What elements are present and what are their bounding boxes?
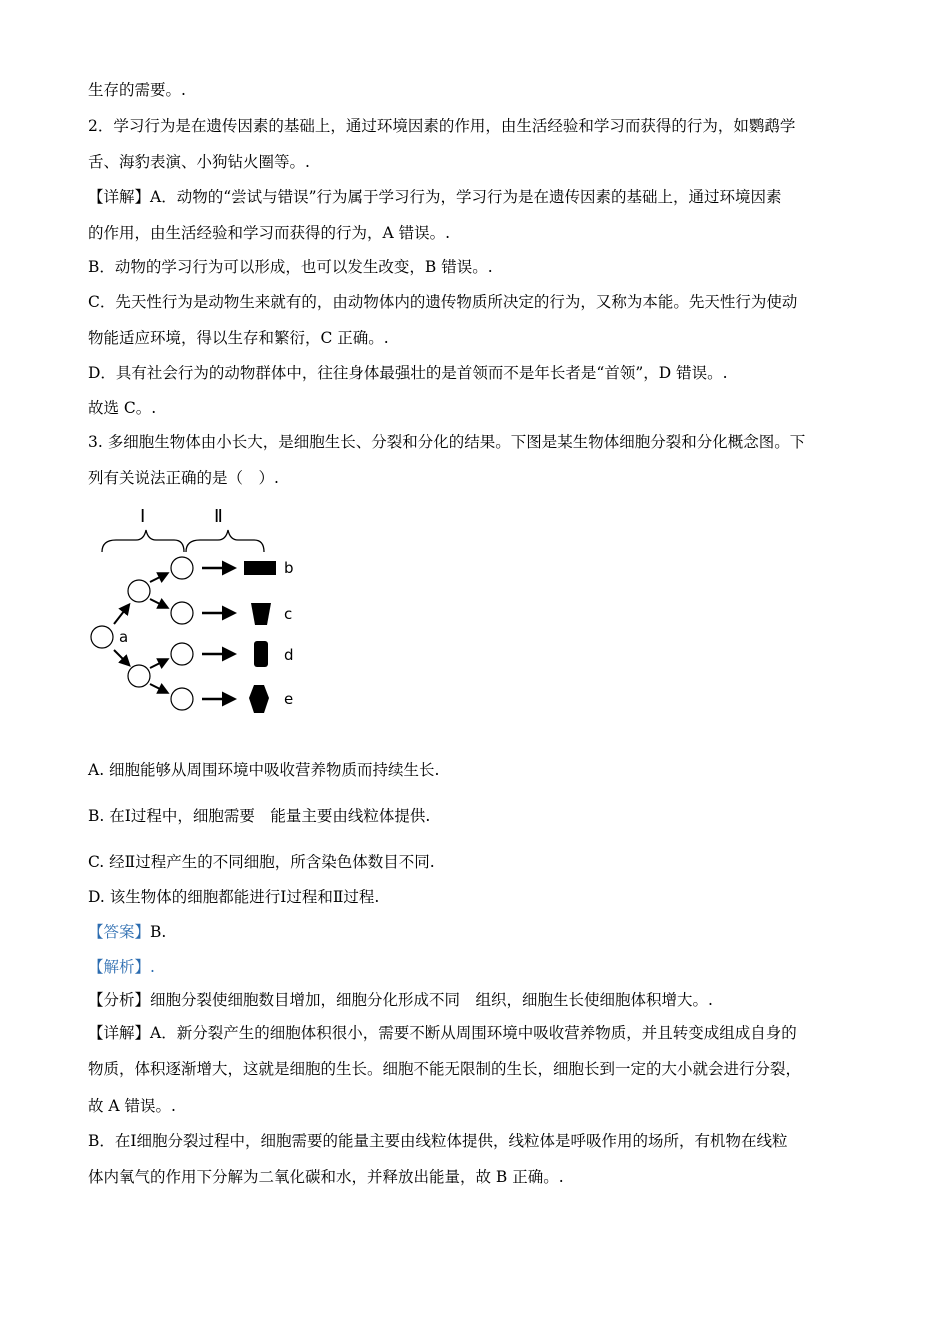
cell-divided-top bbox=[128, 580, 150, 602]
cell-row-b bbox=[171, 557, 193, 579]
cell-row-d bbox=[171, 643, 193, 665]
detail-line: 故 A 错误。. bbox=[88, 1097, 176, 1115]
analysis-tag: 【解析】. bbox=[88, 958, 155, 976]
text-line: 舌、海豹表演、小狗钻火圈等。. bbox=[88, 153, 310, 171]
text-line: 的作用，由生活经验和学习而获得的行为，A 错误。. bbox=[88, 224, 451, 242]
answer-value: B. bbox=[150, 923, 167, 941]
question-3-stem: 3. 多细胞生物体由小长大，是细胞生长、分裂和分化的结果。下图是某生物体细胞分裂和分化概念图。下 bbox=[88, 433, 806, 451]
cell-type-c-shape bbox=[251, 603, 271, 625]
cell-type-b-shape bbox=[244, 561, 276, 575]
brace-II bbox=[186, 530, 264, 552]
text-line: B．动物的学习行为可以形成，也可以发生改变，B 错误。. bbox=[88, 258, 493, 276]
cell-type-d-shape bbox=[254, 641, 268, 667]
detail-line: 物质，体积逐渐增大，这就是细胞的生长。细胞不能无限制的生长，细胞长到一定的大小就会进行分裂， bbox=[88, 1060, 802, 1078]
text-line: 【详解】A．动物的“尝试与错误”行为属于学习行为，学习行为是在遗传因素的基础上，通过环境因素 bbox=[88, 188, 782, 206]
cell-division-diagram bbox=[84, 502, 314, 728]
label-e: e bbox=[284, 690, 294, 708]
question-3-stem: 列有关说法正确的是（ ）. bbox=[88, 469, 279, 487]
label-c: c bbox=[284, 605, 293, 623]
text-line: 故选 C。. bbox=[88, 399, 157, 417]
option-d: D. 该生物体的细胞都能进行Ⅰ过程和Ⅱ过程. bbox=[88, 888, 380, 906]
analysis-text: 【分析】细胞分裂使细胞数目增加，细胞分化形成不同 组织，细胞生长使细胞体积增大。. bbox=[88, 991, 713, 1009]
answer-tag: 【答案】 bbox=[88, 923, 151, 941]
detail-line: 【详解】A．新分裂产生的细胞体积很小，需要不断从周围环境中吸收营养物质，并且转变成组成自身的 bbox=[88, 1024, 797, 1042]
label-I: Ⅰ bbox=[140, 506, 146, 527]
brace-I bbox=[102, 530, 184, 552]
label-d: d bbox=[284, 646, 294, 664]
text-line: D．具有社会行为的动物群体中，往往身体最强壮的是首领而不是年长者是“首领”，D 错误。. bbox=[88, 364, 728, 382]
cell-row-e bbox=[171, 688, 193, 710]
text-line: 生存的需要。. bbox=[88, 81, 186, 99]
answer-line bbox=[88, 922, 166, 942]
option-a: A. 细胞能够从周围环境中吸收营养物质而持续生长. bbox=[88, 761, 440, 779]
label-II: Ⅱ bbox=[214, 506, 223, 527]
label-a: a bbox=[119, 628, 129, 646]
cell-row-c bbox=[171, 602, 193, 624]
text-line: 物能适应环境，得以生存和繁衍，C 正确。. bbox=[88, 329, 389, 347]
cell-a bbox=[91, 626, 113, 648]
option-b: B. 在Ⅰ过程中，细胞需要 能量主要由线粒体提供. bbox=[88, 807, 431, 825]
text-line: C．先天性行为是动物生来就有的，由动物体内的遗传物质所决定的行为，又称为本能。先天性行为使动 bbox=[88, 293, 798, 311]
cell-divided-bottom bbox=[128, 665, 150, 687]
detail-line: B．在Ⅰ细胞分裂过程中，细胞需要的能量主要由线粒体提供，线粒体是呼吸作用的场所，有机物在线粒 bbox=[88, 1132, 788, 1150]
detail-line: 体内氧气的作用下分解为二氧化碳和水，并释放出能量，故 B 正确。. bbox=[88, 1168, 564, 1186]
option-c: C. 经Ⅱ过程产生的不同细胞，所含染色体数目不同. bbox=[88, 853, 435, 871]
text-line: 2．学习行为是在遗传因素的基础上，通过环境因素的作用，由生活经验和学习而获得的行为，如鹦鹉学 bbox=[88, 117, 796, 135]
label-b: b bbox=[284, 559, 294, 577]
cell-type-e-shape bbox=[249, 685, 269, 713]
